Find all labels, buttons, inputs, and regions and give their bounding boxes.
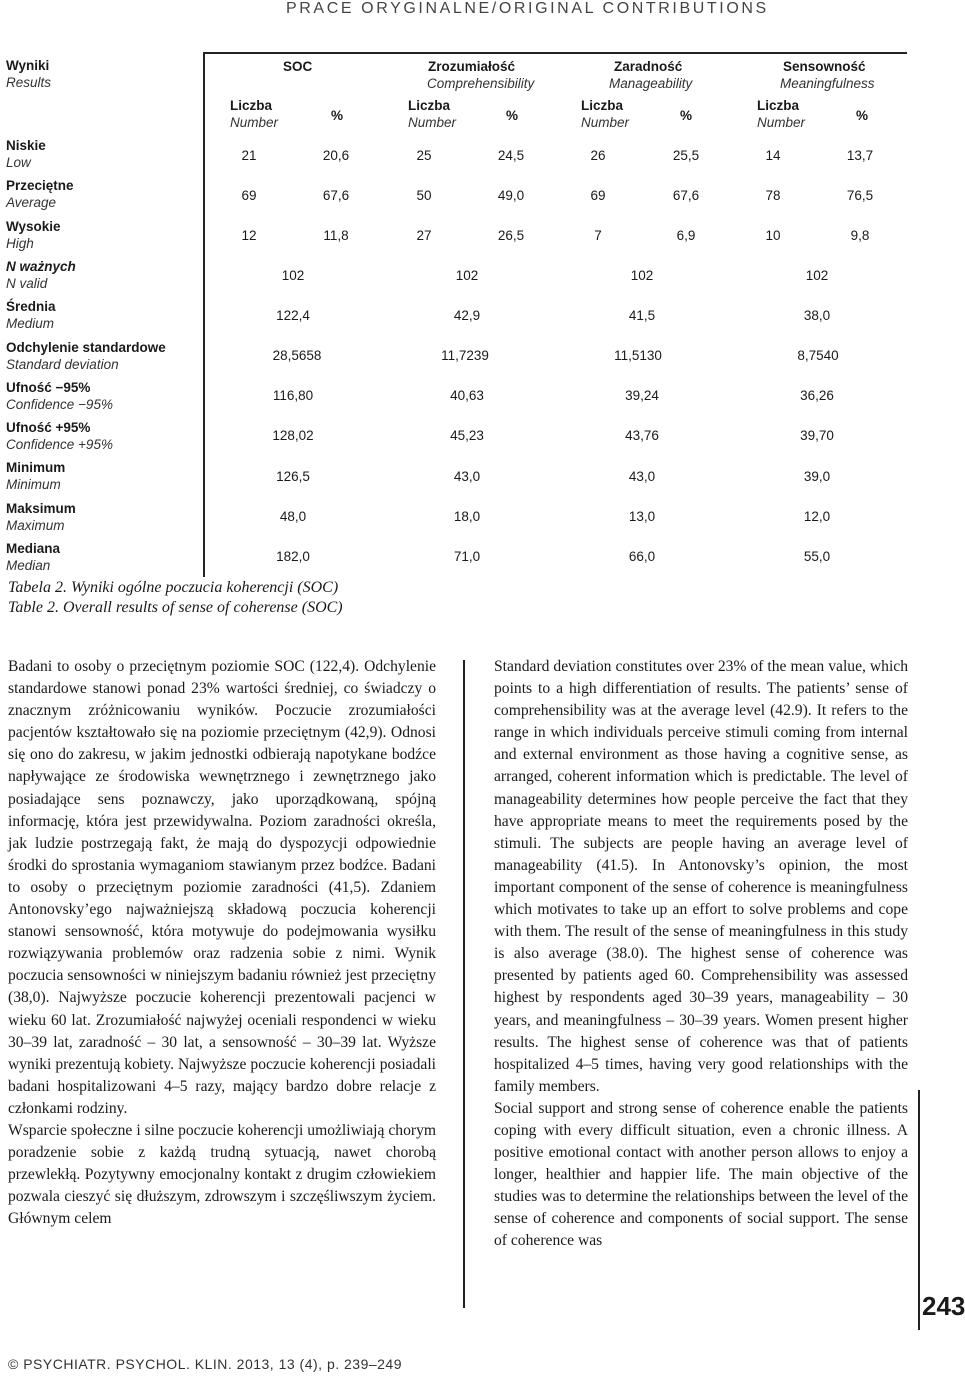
cell-sd-mean: 8,7540 [797,348,839,363]
sub-pct: % [506,108,519,123]
cell-min-mean: 39,0 [803,469,831,484]
left-column-text [8,656,436,1230]
sub-number: Number [408,115,457,130]
sub-pct: % [680,108,693,123]
cell-median-soc: 182,0 [276,549,310,564]
cell-low-comp-pct: 24,5 [497,148,525,163]
cell-min-man: 43,0 [628,469,656,484]
cell-median-man: 66,0 [628,549,656,564]
cell-confplus-man: 43,76 [625,428,659,443]
cell-median-comp: 71,0 [453,549,481,564]
cell-medium-mean: 38,0 [803,308,831,323]
group-meaningfulness-en: Meaningfulness [780,76,875,91]
cell-sd-comp: 11,7239 [441,348,489,363]
paragraph: Badani to osoby o przeciętnym poziomie SOC (122,4). Odchylenie standardowe stanowi ponad 23% wartości średniej, co świadczy o znacznym zróżnicowaniu wyników. Poczucie zrozumiałości pacjentów kształtowało się na poziomie przeciętnym (42,9). Odnosi się ono do zakresu, w jakim jednostki odbierają napotykane bodźce napływające ze środowiska wewnętrznego i zewnętrznego jako posiadające sens poznawczy, jako uporządkowaną, spójną informację, która jest przewidywalna. Poziom zaradności określa, jak ludzie postrzegają fakt, że mają do dyspozycji odpowiednie środki do sprostania wymaganiom stawianym przez bodźce. Badani to osoby o przeciętnym poziomie zaradności (41,5). Zdaniem Antonovsky’ego najważniejszą składową poczucia koherencji stanowi sensowność, która motywuje do podejmowania wysiłku rozwiązywania problemów oraz radzenia sobie z nimi. Wynik poczucia sensowności w niniejszym badaniu również jest przeciętny (38,0). Najwyższe poczucie koherencji prezentowali pacjenci w wieku 60 lat. Zrozumiałość najwyżej oceniali respondenci w wieku 30–39 lat, zaradność – 30 lat, a sensowność – 30–39 lat. Wyższe wyniki prezentują kobiety. Najwyższe poczucie koherencji posiadali badani hospitalizowani 4–5 razy, mający bardzo dobre relacje z członkami rodziny. [8,658,436,1117]
cell-high-mean-n: 10 [765,228,781,243]
cell-average-comp-pct: 49,0 [497,188,525,203]
group-manageability-en: Manageability [609,76,693,91]
cell-nvalid-mean: 102 [805,268,829,283]
cell-low-man-n: 26 [590,148,606,163]
cell-nvalid-comp: 102 [455,268,479,283]
cell-confplus-mean: 39,70 [800,428,834,443]
cell-average-mean-pct: 76,5 [846,188,874,203]
cell-high-soc-pct: 11,8 [323,228,349,243]
cell-confminus-soc: 116,80 [272,388,314,403]
cell-high-mean-pct: 9,8 [850,228,870,243]
cell-confplus-comp: 45,23 [450,428,484,443]
cell-max-comp: 18,0 [453,509,481,524]
row-label-conf-minus: Ufność −95% Confidence −95% [6,380,113,412]
row-label-average: Przeciętne Average [6,178,74,210]
cell-sd-man: 11,5130 [614,348,662,363]
cell-average-comp-n: 50 [416,188,432,203]
cell-low-soc-pct: 20,6 [322,148,350,163]
cell-low-man-pct: 25,5 [672,148,700,163]
cell-confminus-comp: 40,63 [450,388,484,403]
cell-medium-man: 41,5 [628,308,656,323]
row-label-median: Mediana Median [6,541,61,573]
page-number: 243 [922,1291,965,1321]
row-label-low: Niskie Low [6,138,46,170]
sub-liczba: Liczba [581,98,624,113]
cell-medium-soc: 122,4 [276,308,310,323]
table-caption-pl: Tabela 2. Wyniki ogólne poczucia koherencji (SOC) [8,579,339,596]
cell-average-soc-pct: 67,6 [322,188,350,203]
group-soc: SOC [283,59,313,74]
group-manageability-pl: Zaradność [614,59,683,74]
sub-liczba: Liczba [230,98,273,113]
cell-max-soc: 48,0 [279,509,307,524]
cell-high-comp-n: 27 [416,228,432,243]
cell-sd-soc: 28,5658 [272,348,322,363]
group-meaningfulness-pl: Sensowność [783,59,866,74]
right-column-text [494,656,908,1253]
cell-low-soc-n: 21 [241,148,257,163]
running-title: PRACE ORYGINALNE/ORIGINAL CONTRIBUTIONS [286,0,769,17]
cell-confminus-mean: 36,26 [800,388,834,403]
cell-high-man-n: 7 [594,228,602,243]
cell-average-man-n: 69 [590,188,606,203]
results-table [0,52,907,577]
cell-high-soc-n: 12 [241,228,257,243]
sub-number: Number [581,115,630,130]
cell-min-comp: 43,0 [453,469,481,484]
page-number-rule [918,1090,920,1330]
row-label-std-dev: Odchylenie standardowe Standard deviation [6,340,166,372]
paragraph: Social support and strong sense of coherence enable the patients coping with every difficult situation, even a chronic illness. A positive emotional contact with another person allows to enjoy a longer, healthier and happier life. The main objective of the studies was to determine the relationships between the level of the sense of coherence and components of social support. The sense of coherence was [494,1099,908,1250]
cell-confplus-soc: 128,02 [272,428,314,443]
cell-max-man: 13,0 [628,509,656,524]
cell-average-man-pct: 67,6 [672,188,700,203]
row-label-maximum: Maksimum Maximum [6,501,76,533]
cell-max-mean: 12,0 [803,509,831,524]
paragraph: Wsparcie społeczne i silne poczucie koherencji umożliwiają chorym poradzenie sobie z każdą trudną sytuacją, nawet chorobą przewlekłą. Pozytywny emocjonalny kontakt z drugim człowiekiem pozwala cieszyć się dłuższym, zdrowszym i szczęśliwszym życiem. Głównym celem [8,1121,436,1228]
cell-nvalid-man: 102 [630,268,654,283]
cell-confminus-man: 39,24 [625,388,659,403]
row-label-high: Wysokie High [6,219,61,251]
cell-low-comp-n: 25 [416,148,432,163]
row-label-medium: Średnia Medium [6,299,56,331]
sub-pct: % [331,108,344,123]
cell-low-mean-pct: 13,7 [846,148,874,163]
cell-nvalid-soc: 102 [281,268,305,283]
table-caption-en: Table 2. Overall results of sense of coherense (SOC) [8,599,343,616]
row-label-minimum: Minimum Minimum [6,460,66,492]
sub-pct: % [856,108,869,123]
sub-number: Number [757,115,806,130]
cell-medium-comp: 42,9 [453,308,481,323]
group-comprehensibility-pl: Zrozumiałość [428,59,516,74]
row-label-n-valid: N ważnych N valid [6,259,76,291]
sub-liczba: Liczba [408,98,451,113]
paragraph: Standard deviation constitutes over 23% of the mean value, which points to a high differentiation of results. The patients’ sense of comprehensibility was at the average level (42.9). It refers to the range in which individuals perceive stimuli coming from internal and external environment as those having a cognitive sense, as arranged, coherent information which is predictable. The level of manageability determines how people perceive the fact that they have appropriate means to meet the requirements posed by the stimuli. The subjects are people having an average level of manageability (41.5). In Antonovsky’s opinion, the most important component of the sense of coherence is meaningfulness which motivates to take up an effort to solve problems and cope with them. The result of the sense of meaningfulness in this study is also average (38.0). The highest sense of coherence was presented by patients aged 60. Comprehensibility was assessed highest by respondents aged 30–39 years, manageability – 30 years, and meaningfulness – 30–39 years. Women present higher results. The highest sense of coherence was that of patients hospitalized 4–5 times, having very good relationships with the family members. [494,658,908,1095]
cell-average-soc-n: 69 [241,188,257,203]
group-comprehensibility-en: Comprehensibility [427,76,535,91]
cell-low-mean-n: 14 [765,148,781,163]
row-label-conf-plus: Ufność +95% Confidence +95% [6,420,113,452]
table-top-rule [203,52,907,54]
footer-citation: © PSYCHIATR. PSYCHOL. KLIN. 2013, 13 (4), p. 239–249 [8,1356,403,1372]
sub-number: Number [230,115,279,130]
cell-median-mean: 55,0 [803,549,831,564]
sub-liczba: Liczba [757,98,800,113]
cell-min-soc: 126,5 [276,469,310,484]
table-vertical-rule [203,52,205,577]
cell-high-man-pct: 6,9 [676,228,696,243]
cell-high-comp-pct: 26,5 [497,228,525,243]
column-divider [463,660,465,1308]
cell-average-mean-n: 78 [765,188,781,203]
table-corner-label: Wyniki Results [6,58,52,90]
